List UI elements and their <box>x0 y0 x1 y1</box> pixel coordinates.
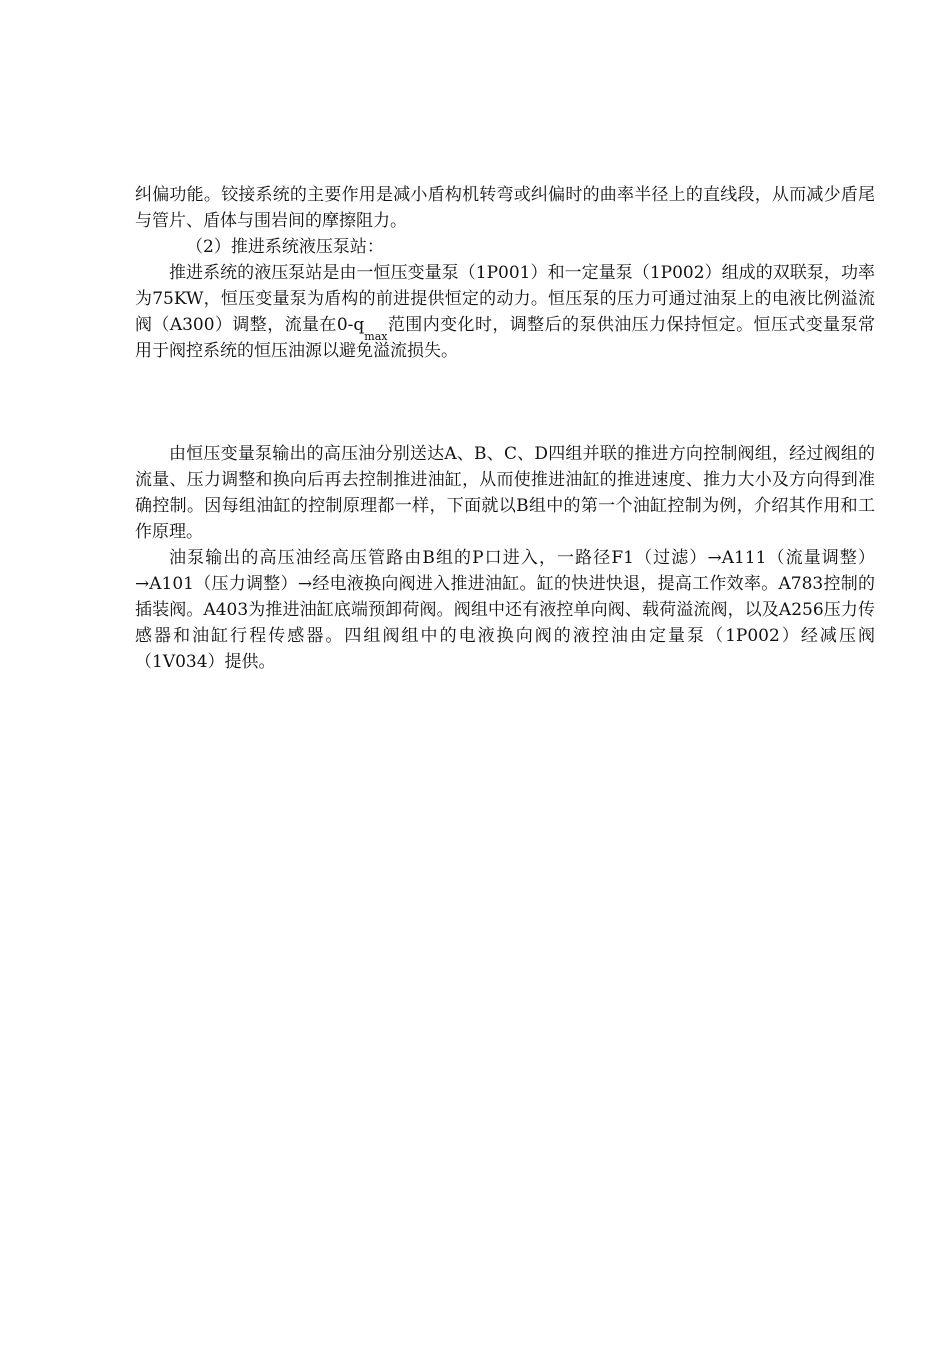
pump-station-text-part2: 范围内变化时，调整后的泵供油压力保持恒定。恒压式变量泵常用于阀控系统的恒压油源以避免溢流损失。 <box>135 315 875 361</box>
paragraph-articulation-system: 纠偏功能。铰接系统的主要作用是减小盾构机转弯或纠偏时的曲率半径上的直线段，从而减少盾尾与管片、盾体与围岩间的摩擦阻力。 <box>135 185 875 231</box>
section-heading-pump-station: （2）推进系统液压泵站： <box>186 237 384 257</box>
paragraph-oil-path: 油泵输出的高压油经高压管路由B组的P口进入，一路径F1（过滤）→A111（流量调整）→A101（压力调整）→经电液换向阀进入推进油缸。缸的快进快退，提高工作效率。A783控制的插装阀。A403为推进油缸底端预卸荷阀。阀组中还有液控单向阀、载荷溢流阀，以及A256压力传感器和油缸行程传感器。四组阀组中的电液换向阀的液控油由定量泵（1P002）经减压阀（1V034）提供。 <box>135 548 875 672</box>
pump-station-text-part1: 推进系统的液压泵站是由一恒压变量泵（1P001）和一定量泵（1P002）组成的双联泵，功率为75KW，恒压变量泵为盾构的前进提供恒定的动力。恒压泵的压力可通过油泵上的电液比例溢流阀（A300）调整，流量在0-q <box>135 263 875 335</box>
text-section-pump-station <box>135 182 875 364</box>
subscript-max: max <box>364 330 388 343</box>
text-section-valve-control <box>135 441 875 675</box>
paragraph-pump-station <box>135 260 875 364</box>
paragraph-valve-groups: 由恒压变量泵输出的高压油分别送达A、B、C、D四组并联的推进方向控制阀组，经过阀组的流量、压力调整和换向后再去控制推进油缸，从而使推进油缸的推进速度、推力大小及方向得到准确控制。因每组油缸的控制原理都一样，下面就以B组中的第一个油缸控制为例，介绍其作用和工作原理。 <box>135 444 875 542</box>
